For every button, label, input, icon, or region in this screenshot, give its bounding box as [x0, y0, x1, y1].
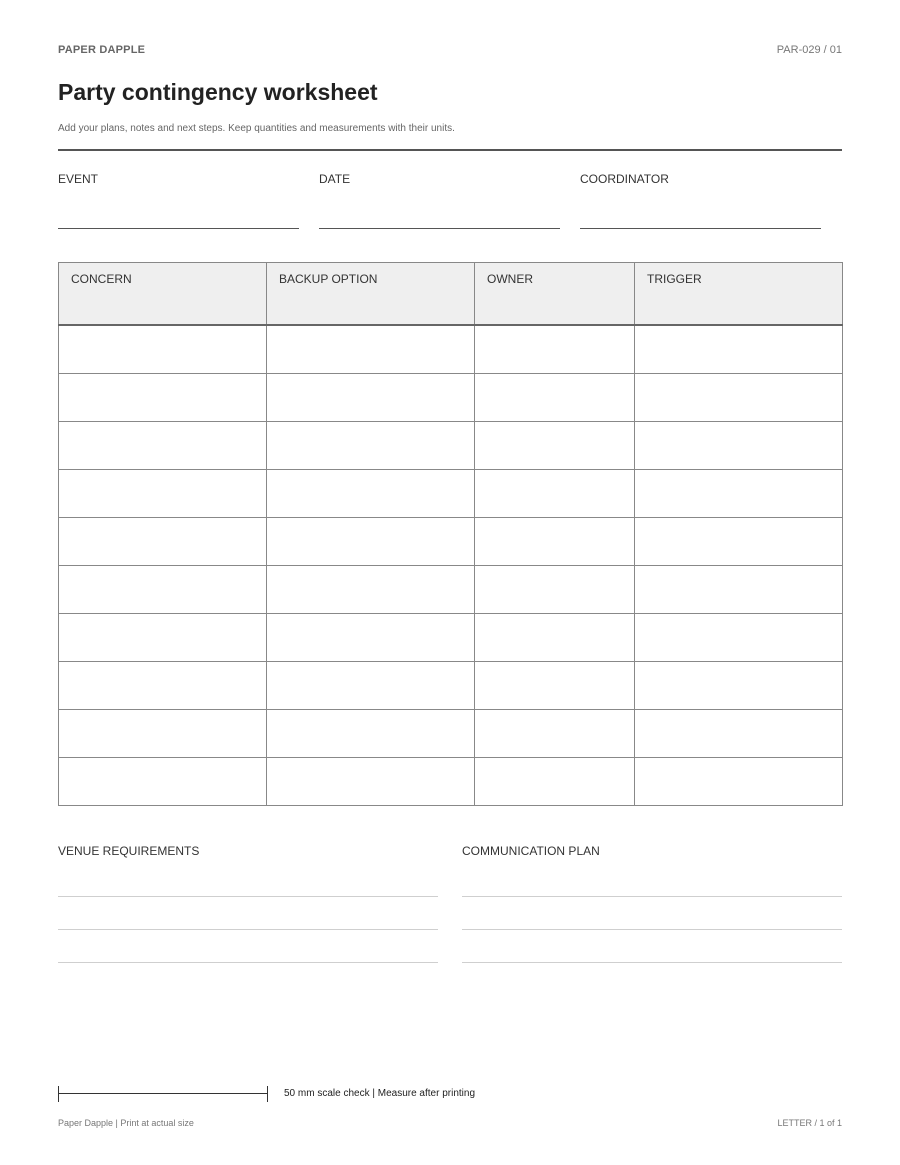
cell-backup-option[interactable] — [267, 565, 475, 613]
table-body — [59, 325, 843, 806]
top-bar — [58, 44, 842, 58]
event-label: EVENT — [58, 172, 99, 186]
cell-backup-option[interactable] — [267, 373, 475, 421]
table-row — [59, 709, 843, 757]
column-header-concern: CONCERN — [59, 263, 267, 325]
date-label: DATE — [319, 172, 351, 186]
cell-owner[interactable] — [475, 325, 635, 374]
cell-owner[interactable] — [475, 517, 635, 565]
cell-trigger[interactable] — [635, 613, 843, 661]
cell-owner[interactable] — [475, 661, 635, 709]
event-write-line[interactable] — [58, 228, 299, 229]
cell-trigger[interactable] — [635, 373, 843, 421]
cell-trigger[interactable] — [635, 709, 843, 757]
table-row — [59, 517, 843, 565]
cell-backup-option[interactable] — [267, 517, 475, 565]
cell-backup-option[interactable] — [267, 613, 475, 661]
communication-note-line[interactable] — [462, 929, 842, 930]
table-row — [59, 325, 843, 374]
scale-check-bar — [58, 1086, 268, 1102]
scale-check-text: 50 mm scale check | Measure after printing — [284, 1088, 476, 1099]
cell-backup-option[interactable] — [267, 325, 475, 374]
table-row — [59, 757, 843, 805]
communication-plan-section — [462, 844, 842, 858]
cell-trigger[interactable] — [635, 325, 843, 374]
cell-concern[interactable] — [59, 517, 267, 565]
cell-concern[interactable] — [59, 613, 267, 661]
document-code: PAR-029 / 01 — [776, 44, 842, 56]
cell-owner[interactable] — [475, 421, 635, 469]
event-field[interactable] — [58, 172, 299, 186]
date-field[interactable] — [319, 172, 560, 186]
date-write-line[interactable] — [319, 228, 560, 229]
cell-trigger[interactable] — [635, 757, 843, 805]
cell-backup-option[interactable] — [267, 757, 475, 805]
header-divider — [58, 149, 842, 151]
page-title: Party contingency worksheet — [58, 79, 378, 105]
footer-page-info: LETTER / 1 of 1 — [777, 1118, 842, 1128]
cell-concern[interactable] — [59, 565, 267, 613]
cell-owner[interactable] — [475, 613, 635, 661]
cell-concern[interactable] — [59, 661, 267, 709]
table-row — [59, 565, 843, 613]
column-header-trigger: TRIGGER — [635, 263, 843, 325]
cell-concern[interactable] — [59, 757, 267, 805]
coordinator-field[interactable] — [580, 172, 821, 186]
coordinator-write-line[interactable] — [580, 228, 821, 229]
venue-note-line[interactable] — [58, 896, 438, 897]
venue-note-line[interactable] — [58, 962, 438, 963]
cell-backup-option[interactable] — [267, 661, 475, 709]
table-row — [59, 469, 843, 517]
scale-tick-right — [267, 1086, 268, 1102]
page-subtitle: Add your plans, notes and next steps. Keep quantities and measurements with their units. — [58, 123, 455, 134]
cell-backup-option[interactable] — [267, 469, 475, 517]
cell-concern[interactable] — [59, 325, 267, 374]
table-row — [59, 661, 843, 709]
table-row — [59, 613, 843, 661]
cell-concern[interactable] — [59, 373, 267, 421]
brand-name: PAPER DAPPLE — [58, 44, 146, 56]
worksheet-page — [58, 0, 842, 1165]
scale-tick-left — [58, 1086, 59, 1102]
venue-note-line[interactable] — [58, 929, 438, 930]
cell-trigger[interactable] — [635, 661, 843, 709]
scale-line — [58, 1093, 267, 1094]
cell-trigger[interactable] — [635, 421, 843, 469]
cell-trigger[interactable] — [635, 469, 843, 517]
table-row — [59, 421, 843, 469]
coordinator-label: COORDINATOR — [580, 172, 669, 186]
cell-concern[interactable] — [59, 709, 267, 757]
cell-owner[interactable] — [475, 373, 635, 421]
cell-owner[interactable] — [475, 709, 635, 757]
column-header-backup-option: BACKUP OPTION — [267, 263, 475, 325]
venue-requirements-label: VENUE REQUIREMENTS — [58, 844, 200, 858]
table-header-row — [59, 263, 843, 325]
table-row — [59, 373, 843, 421]
cell-backup-option[interactable] — [267, 421, 475, 469]
contingency-table — [58, 262, 843, 806]
footer-note: Paper Dapple | Print at actual size — [58, 1118, 194, 1128]
communication-note-line[interactable] — [462, 962, 842, 963]
communication-note-line[interactable] — [462, 896, 842, 897]
column-header-owner: OWNER — [475, 263, 635, 325]
cell-owner[interactable] — [475, 757, 635, 805]
cell-concern[interactable] — [59, 469, 267, 517]
cell-trigger[interactable] — [635, 565, 843, 613]
cell-trigger[interactable] — [635, 517, 843, 565]
cell-backup-option[interactable] — [267, 709, 475, 757]
cell-owner[interactable] — [475, 469, 635, 517]
cell-concern[interactable] — [59, 421, 267, 469]
venue-requirements-section — [58, 844, 438, 858]
cell-owner[interactable] — [475, 565, 635, 613]
communication-plan-label: COMMUNICATION PLAN — [462, 844, 600, 858]
